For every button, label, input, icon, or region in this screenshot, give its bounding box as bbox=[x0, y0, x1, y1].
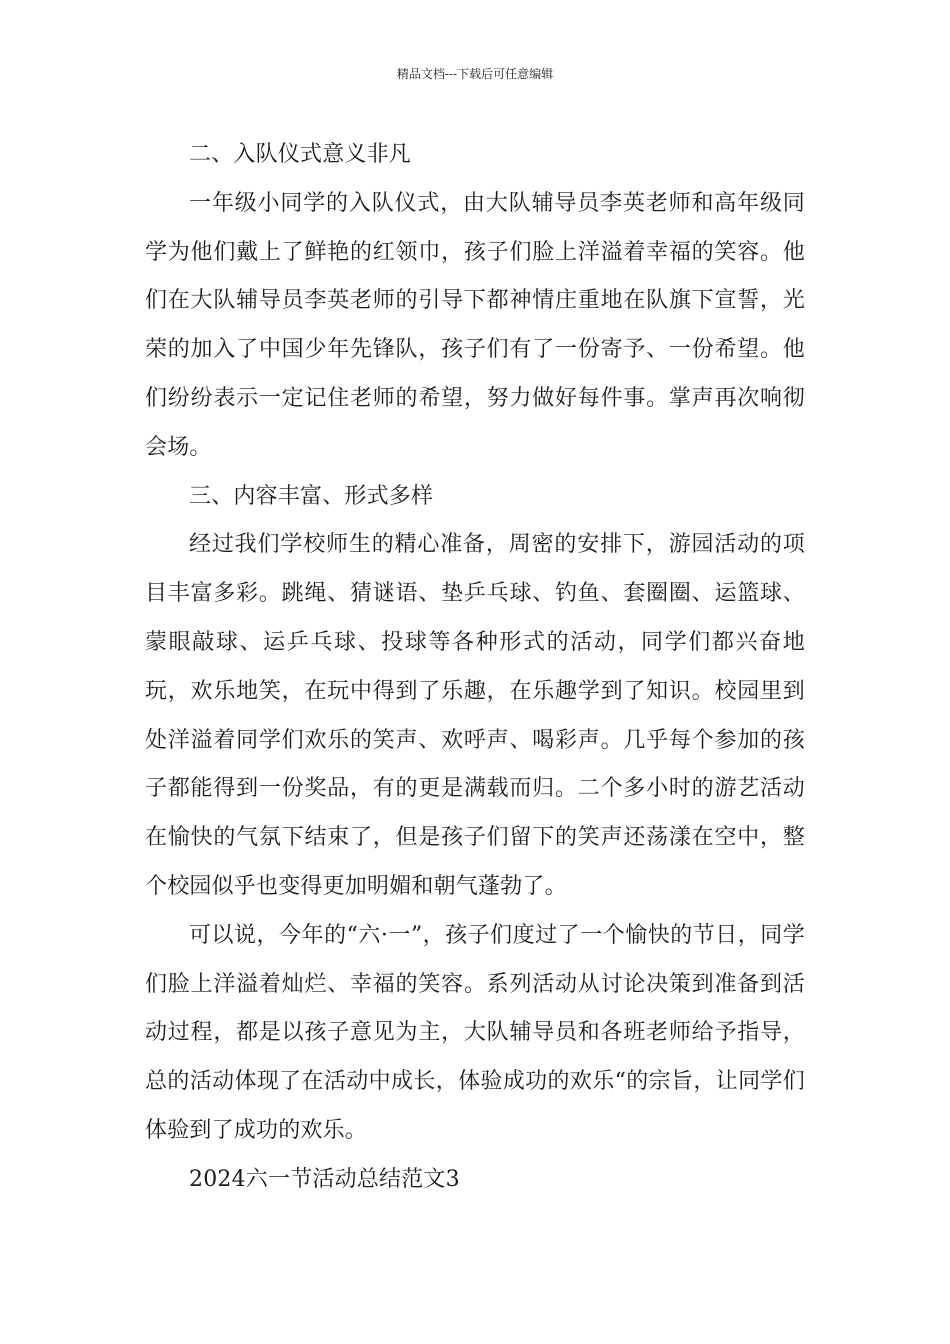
section-heading-2: 二、入队仪式意义非凡 bbox=[189, 142, 412, 167]
paragraph-induction-ceremony: 一年级小同学的入队仪式，由大队辅导员李英老师和高年级同学为他们戴上了鲜艳的红领巾，孩子们脸上洋溢着幸福的笑容。他们在大队辅导员李英老师的引导下都神情庄重地在队旗下宣誓，光荣的加入了中国少年先锋队，孩子们有了一份寄予、一份希望。他们纷纷表示一定记住老师的希望，努力做好每件事。掌声再次响彻会场。 bbox=[145, 190, 805, 460]
document-body bbox=[145, 131, 805, 1227]
paragraph-garden-activities: 经过我们学校师生的精心准备，周密的安排下，游园活动的项目丰富多彩。跳绳、猜谜语、垫乒乓球、钓鱼、套圈圈、运篮球、蒙眼敲球、运乒乓球、投球等各种形式的活动，同学们都兴奋地玩，欢乐地笑，在玩中得到了乐趣，在乐趣学到了知识。校园里到处洋溢着同学们欢乐的笑声、欢呼声、喝彩声。几乎每个参加的孩子都能得到一份奖品，有的更是满载而归。二个多小时的游艺活动在愉快的气氛下结束了，但是孩子们留下的笑声还荡漾在空中，整个校园似乎也变得更加明媚和朝气蓬勃了。 bbox=[145, 532, 805, 899]
paragraph-summary: 可以说，今年的“六·一”，孩子们度过了一个愉快的节日，同学们脸上洋溢着灿烂、幸福的笑容。系列活动从讨论决策到准备到活动过程，都是以孩子意见为主，大队辅导员和各班老师给予指导，总的活动体现了在活动中成长，体验成功的欢乐“的宗旨，让同学们体验到了成功的欢乐。 bbox=[145, 922, 805, 1143]
section-heading-3: 三、内容丰富、形式多样 bbox=[189, 483, 434, 509]
page-header: 精品文档---下载后可任意编辑 bbox=[396, 67, 554, 81]
next-article-title: 2024六一节活动总结范文3 bbox=[189, 1166, 460, 1192]
